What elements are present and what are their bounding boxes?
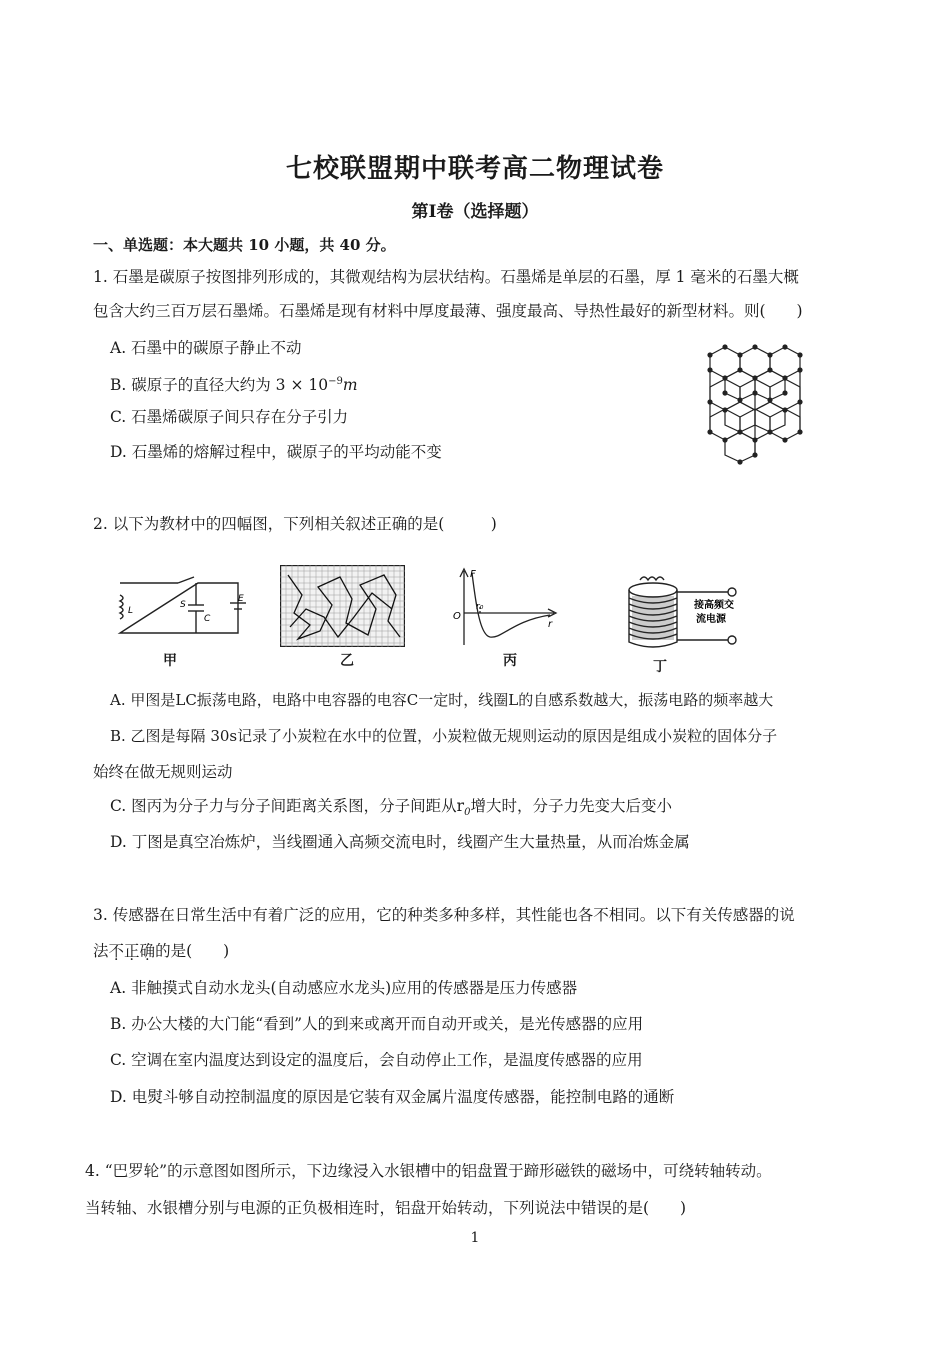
q3-stem-line2 [93,941,229,961]
q3-option-a: A. 非触摸式自动水龙头(自动感应水龙头)应用的传感器是压力传感器 [110,979,578,997]
q3-option-d: D. 电熨斗够自动控制温度的原因是它装有双金属片温度传感器，能控制电路的通断 [110,1088,675,1106]
q3-stem-line1: 3. 传感器在日常生活中有着广泛的应用，它的种类多种多样，其性能也各不相同。以下有关传感器的说 [93,906,795,924]
page-title: 七校联盟期中联考高二物理试卷 [285,154,664,184]
inductor-label: L [128,606,134,616]
q2-option-c-post: 增大时，分子力先变大后变小 [470,797,672,815]
battery-label: E [238,594,244,604]
q1-option-d: D. 石墨烯的熔解过程中，碳原子的平均动能不变 [110,443,442,461]
q3-emphasis-3: 确 [139,942,156,960]
q2-option-b: B. 乙图是每隔 30s记录了小炭粒在水中的位置，小炭粒做无规则运动的原因是组成小炭粒的固体分子 [110,727,778,745]
page-subtitle: 第Ⅰ卷（选择题） [411,202,539,222]
caption-bing: 丙 [503,653,517,669]
q2-stem: 2. 以下为教材中的四幅图，下列相关叙述正确的是( ) [93,515,497,533]
caption-yi: 乙 [340,653,354,669]
axis-f-label: F [470,569,476,580]
source-label-2: 流电源 [696,614,726,625]
page-number: 1 [470,1230,480,1246]
q2-option-c [110,796,672,823]
q2-option-d: D. 丁图是真空冶炼炉，当线圈通入高频交流电时，线圈产生大量热量，从而冶炼金属 [110,833,690,851]
q3-emphasis-2: 正 [124,942,140,960]
q3-emphasis-1: 不 [108,942,125,960]
q1-option-b-exponent: −9 [328,376,343,387]
q3-stem-post: 的是( ) [155,942,230,960]
molecular-force-graph [450,565,560,650]
q2-option-b-cont: 始终在做无规则运动 [93,763,233,781]
source-label-1: 接高频交 [694,600,734,611]
q1-option-b-text: B. 碳原子的直径大约为 3 × 10 [110,376,329,395]
lc-circuit-figure [108,575,248,645]
q2-option-c-sub: 0 [464,807,471,819]
brownian-motion-figure [280,565,405,647]
section-heading: 一、单选题：本大题共 10 小题，共 40 分。 [93,236,396,254]
induction-furnace-figure [620,570,750,655]
origin-label: O [453,611,461,622]
axis-r-label: r [548,619,553,630]
q3-option-c: C. 空调在室内温度达到设定的温度后，会自动停止工作，是温度传感器的应用 [110,1051,643,1069]
graphite-lattice-figure [690,340,820,465]
caption-jia: 甲 [163,653,177,669]
q1-stem-line2: 包含大约三百万层石墨烯。石墨烯是现有材料中厚度最薄、强度最高、导热性最好的新型材料。则( ) [93,302,803,320]
switch-label: S [180,600,186,610]
capacitor-label: C [204,614,211,624]
q4-stem-line2: 当转轴、水银槽分别与电源的正负极相连时，铝盘开始转动，下列说法中错误的是( ) [85,1199,687,1217]
q1-option-a: A. 石墨中的碳原子静止不动 [110,339,302,357]
q2-option-c-pre: C. 图丙为分子力与分子间距离关系图，分子间距从r [110,797,465,815]
q3-stem-pre: 法 [93,942,109,960]
caption-ding: 丁 [653,659,667,675]
q3-option-b: B. 办公大楼的大门能“看到”人的到来或离开而自动开或关，是光传感器的应用 [110,1015,644,1033]
r0-label: r₀ [476,602,484,612]
q1-option-c: C. 石墨烯碳原子间只存在分子引力 [110,408,349,426]
q1-option-b-unit: m [342,376,358,395]
q1-stem-line1: 1. 石墨是碳原子按图排列形成的，其微观结构为层状结构。石墨烯是单层的石墨，厚 1 毫米的石墨大概 [93,268,799,286]
q2-option-a: A. 甲图是LC振荡电路，电路中电容器的电容C一定时，线圈L的自感系数越大，振荡电路的频率越大 [110,691,774,709]
q4-stem-line1: 4. “巴罗轮”的示意图如图所示，下边缘浸入水银槽中的铝盘置于蹄形磁铁的磁场中，可绕转轴转动。 [85,1162,772,1180]
q1-option-b [110,372,358,395]
